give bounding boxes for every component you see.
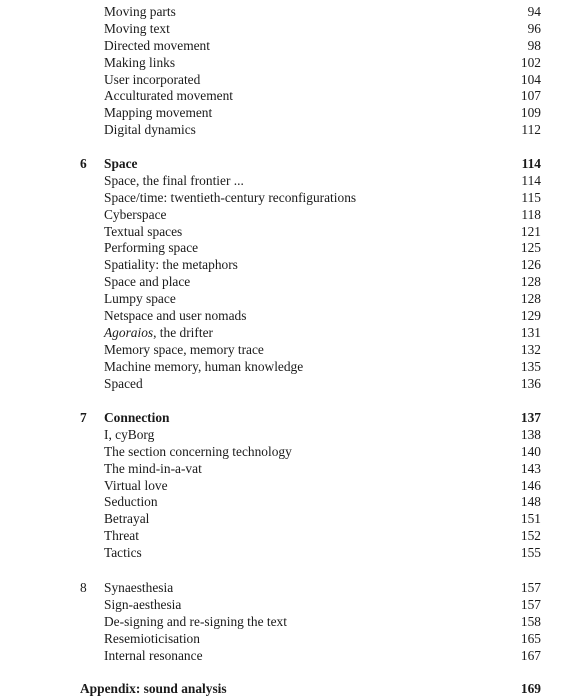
chapter-heading xyxy=(0,580,570,597)
appendix-title: Appendix: sound analysis xyxy=(80,681,227,696)
chapter-title: Synaesthesia xyxy=(104,580,174,595)
entry-page: 126 xyxy=(520,257,541,273)
appendix-page: 169 xyxy=(520,681,541,696)
toc-entry xyxy=(0,240,570,257)
toc-entry xyxy=(0,257,570,274)
entry-title: The mind-in-a-vat xyxy=(104,460,202,476)
entry-title: Moving parts xyxy=(104,4,176,19)
entry-page: 132 xyxy=(520,341,541,357)
entry-title: De-signing and re-signing the text xyxy=(104,613,287,629)
entry-page: 136 xyxy=(520,375,541,391)
entry-title: Performing space xyxy=(104,240,199,256)
entry-title: Digital dynamics xyxy=(104,122,196,138)
entry-title: Mapping movement xyxy=(104,105,213,121)
entry-page: 155 xyxy=(520,545,541,561)
toc-entry xyxy=(0,72,570,89)
toc-entry xyxy=(0,308,570,325)
entry-page: 158 xyxy=(520,613,541,629)
toc-entry xyxy=(0,528,570,545)
chapter-page: 157 xyxy=(520,580,541,595)
entry-page: 152 xyxy=(520,528,541,544)
toc-entry xyxy=(0,427,570,444)
entry-page: 107 xyxy=(520,88,541,104)
toc-appendix xyxy=(0,681,570,698)
toc-entry xyxy=(0,494,570,511)
entry-title: Seduction xyxy=(104,494,158,510)
toc-entry xyxy=(0,342,570,359)
toc-entry xyxy=(0,190,570,207)
toc-chapter-8 xyxy=(0,580,570,664)
entry-title: Textual spaces xyxy=(104,223,183,239)
entry-page: 157 xyxy=(520,596,541,612)
entry-page: 165 xyxy=(520,630,541,646)
entry-title: Space and place xyxy=(104,274,191,290)
entry-title: User incorporated xyxy=(104,71,201,87)
entry-title: I, cyBorg xyxy=(104,426,155,442)
toc-entry xyxy=(0,597,570,614)
entry-title: Directed movement xyxy=(104,37,210,53)
entry-page: 129 xyxy=(520,308,541,324)
entry-title: Resemioticisation xyxy=(104,630,200,646)
entry-page: 104 xyxy=(520,71,541,87)
entry-page: 140 xyxy=(520,443,541,459)
chapter-page: 114 xyxy=(521,156,541,171)
entry-title: Moving text xyxy=(104,20,170,36)
entry-page: 167 xyxy=(520,647,541,663)
toc-entry xyxy=(0,207,570,224)
entry-title-italic: Agoraios xyxy=(104,324,154,340)
entry-page: 146 xyxy=(520,477,541,493)
chapter-number: 7 xyxy=(80,410,87,425)
toc-entry xyxy=(0,359,570,376)
toc-entry xyxy=(0,55,570,72)
toc-entry xyxy=(0,545,570,562)
toc-entry xyxy=(0,291,570,308)
entry-title: Space, the final frontier ... xyxy=(104,172,244,188)
entry-page: 112 xyxy=(521,122,541,138)
toc-entry xyxy=(0,325,570,342)
chapter-heading xyxy=(0,156,570,173)
entry-page: 125 xyxy=(520,240,541,256)
entry-title: Memory space, memory trace xyxy=(104,341,264,357)
entry-title xyxy=(104,325,213,342)
toc-chapter-7 xyxy=(0,410,570,562)
entry-title: Lumpy space xyxy=(104,291,176,307)
entry-title: Acculturated movement xyxy=(104,88,234,104)
entry-page: 135 xyxy=(520,358,541,374)
toc-entry xyxy=(0,274,570,291)
entry-page: 94 xyxy=(527,4,541,19)
entry-page: 96 xyxy=(527,20,541,36)
chapter-number: 8 xyxy=(80,580,87,595)
entry-title: Sign-aesthesia xyxy=(104,596,182,612)
toc-entry xyxy=(0,105,570,122)
toc-entry xyxy=(0,511,570,528)
toc-entry xyxy=(0,4,570,21)
toc-continued-section xyxy=(0,4,570,139)
toc-entry xyxy=(0,21,570,38)
entry-title: Internal resonance xyxy=(104,647,203,663)
entry-page: 151 xyxy=(520,511,541,527)
toc-chapter-6 xyxy=(0,156,570,392)
appendix-heading xyxy=(0,681,570,698)
entry-page: 98 xyxy=(527,37,541,53)
entry-title: Machine memory, human knowledge xyxy=(104,358,304,374)
toc-entry xyxy=(0,461,570,478)
entry-title: Making links xyxy=(104,54,176,70)
entry-page: 131 xyxy=(520,324,541,340)
toc-entry xyxy=(0,648,570,665)
toc-entry xyxy=(0,88,570,105)
entry-title: Threat xyxy=(104,528,139,544)
chapter-title: Space xyxy=(104,156,138,171)
entry-page: 118 xyxy=(521,206,541,222)
entry-page: 148 xyxy=(520,494,541,510)
entry-title: Cyberspace xyxy=(104,206,167,222)
entry-title: The section concerning technology xyxy=(104,443,292,459)
chapter-title: Connection xyxy=(104,410,170,425)
toc-entry xyxy=(0,478,570,495)
chapter-heading xyxy=(0,410,570,427)
entry-title: Spaced xyxy=(104,375,143,391)
entry-title: Spatiality: the metaphors xyxy=(104,257,238,273)
entry-page: 143 xyxy=(520,460,541,476)
chapter-number: 6 xyxy=(80,156,87,171)
entry-page: 128 xyxy=(520,274,541,290)
toc-entry xyxy=(0,444,570,461)
entry-page: 138 xyxy=(520,426,541,442)
entry-page: 102 xyxy=(520,54,541,70)
toc-entry xyxy=(0,631,570,648)
chapter-page: 137 xyxy=(520,410,541,425)
entry-title: Space/time: twentieth-century reconfigurations xyxy=(104,189,357,205)
entry-title: Betrayal xyxy=(104,511,150,527)
entry-title: Tactics xyxy=(104,545,142,561)
toc-entry xyxy=(0,376,570,393)
entry-title: Netspace and user nomads xyxy=(104,308,247,324)
entry-page: 114 xyxy=(521,172,541,188)
toc-entry xyxy=(0,173,570,190)
toc-entry xyxy=(0,614,570,631)
entry-title-rest: , the drifter xyxy=(153,324,213,340)
entry-page: 128 xyxy=(520,291,541,307)
entry-page: 115 xyxy=(521,189,541,205)
entry-page: 121 xyxy=(520,223,541,239)
toc-entry xyxy=(0,224,570,241)
entry-title: Virtual love xyxy=(104,477,168,493)
toc-entry xyxy=(0,38,570,55)
toc-entry xyxy=(0,122,570,139)
entry-page: 109 xyxy=(520,105,541,121)
